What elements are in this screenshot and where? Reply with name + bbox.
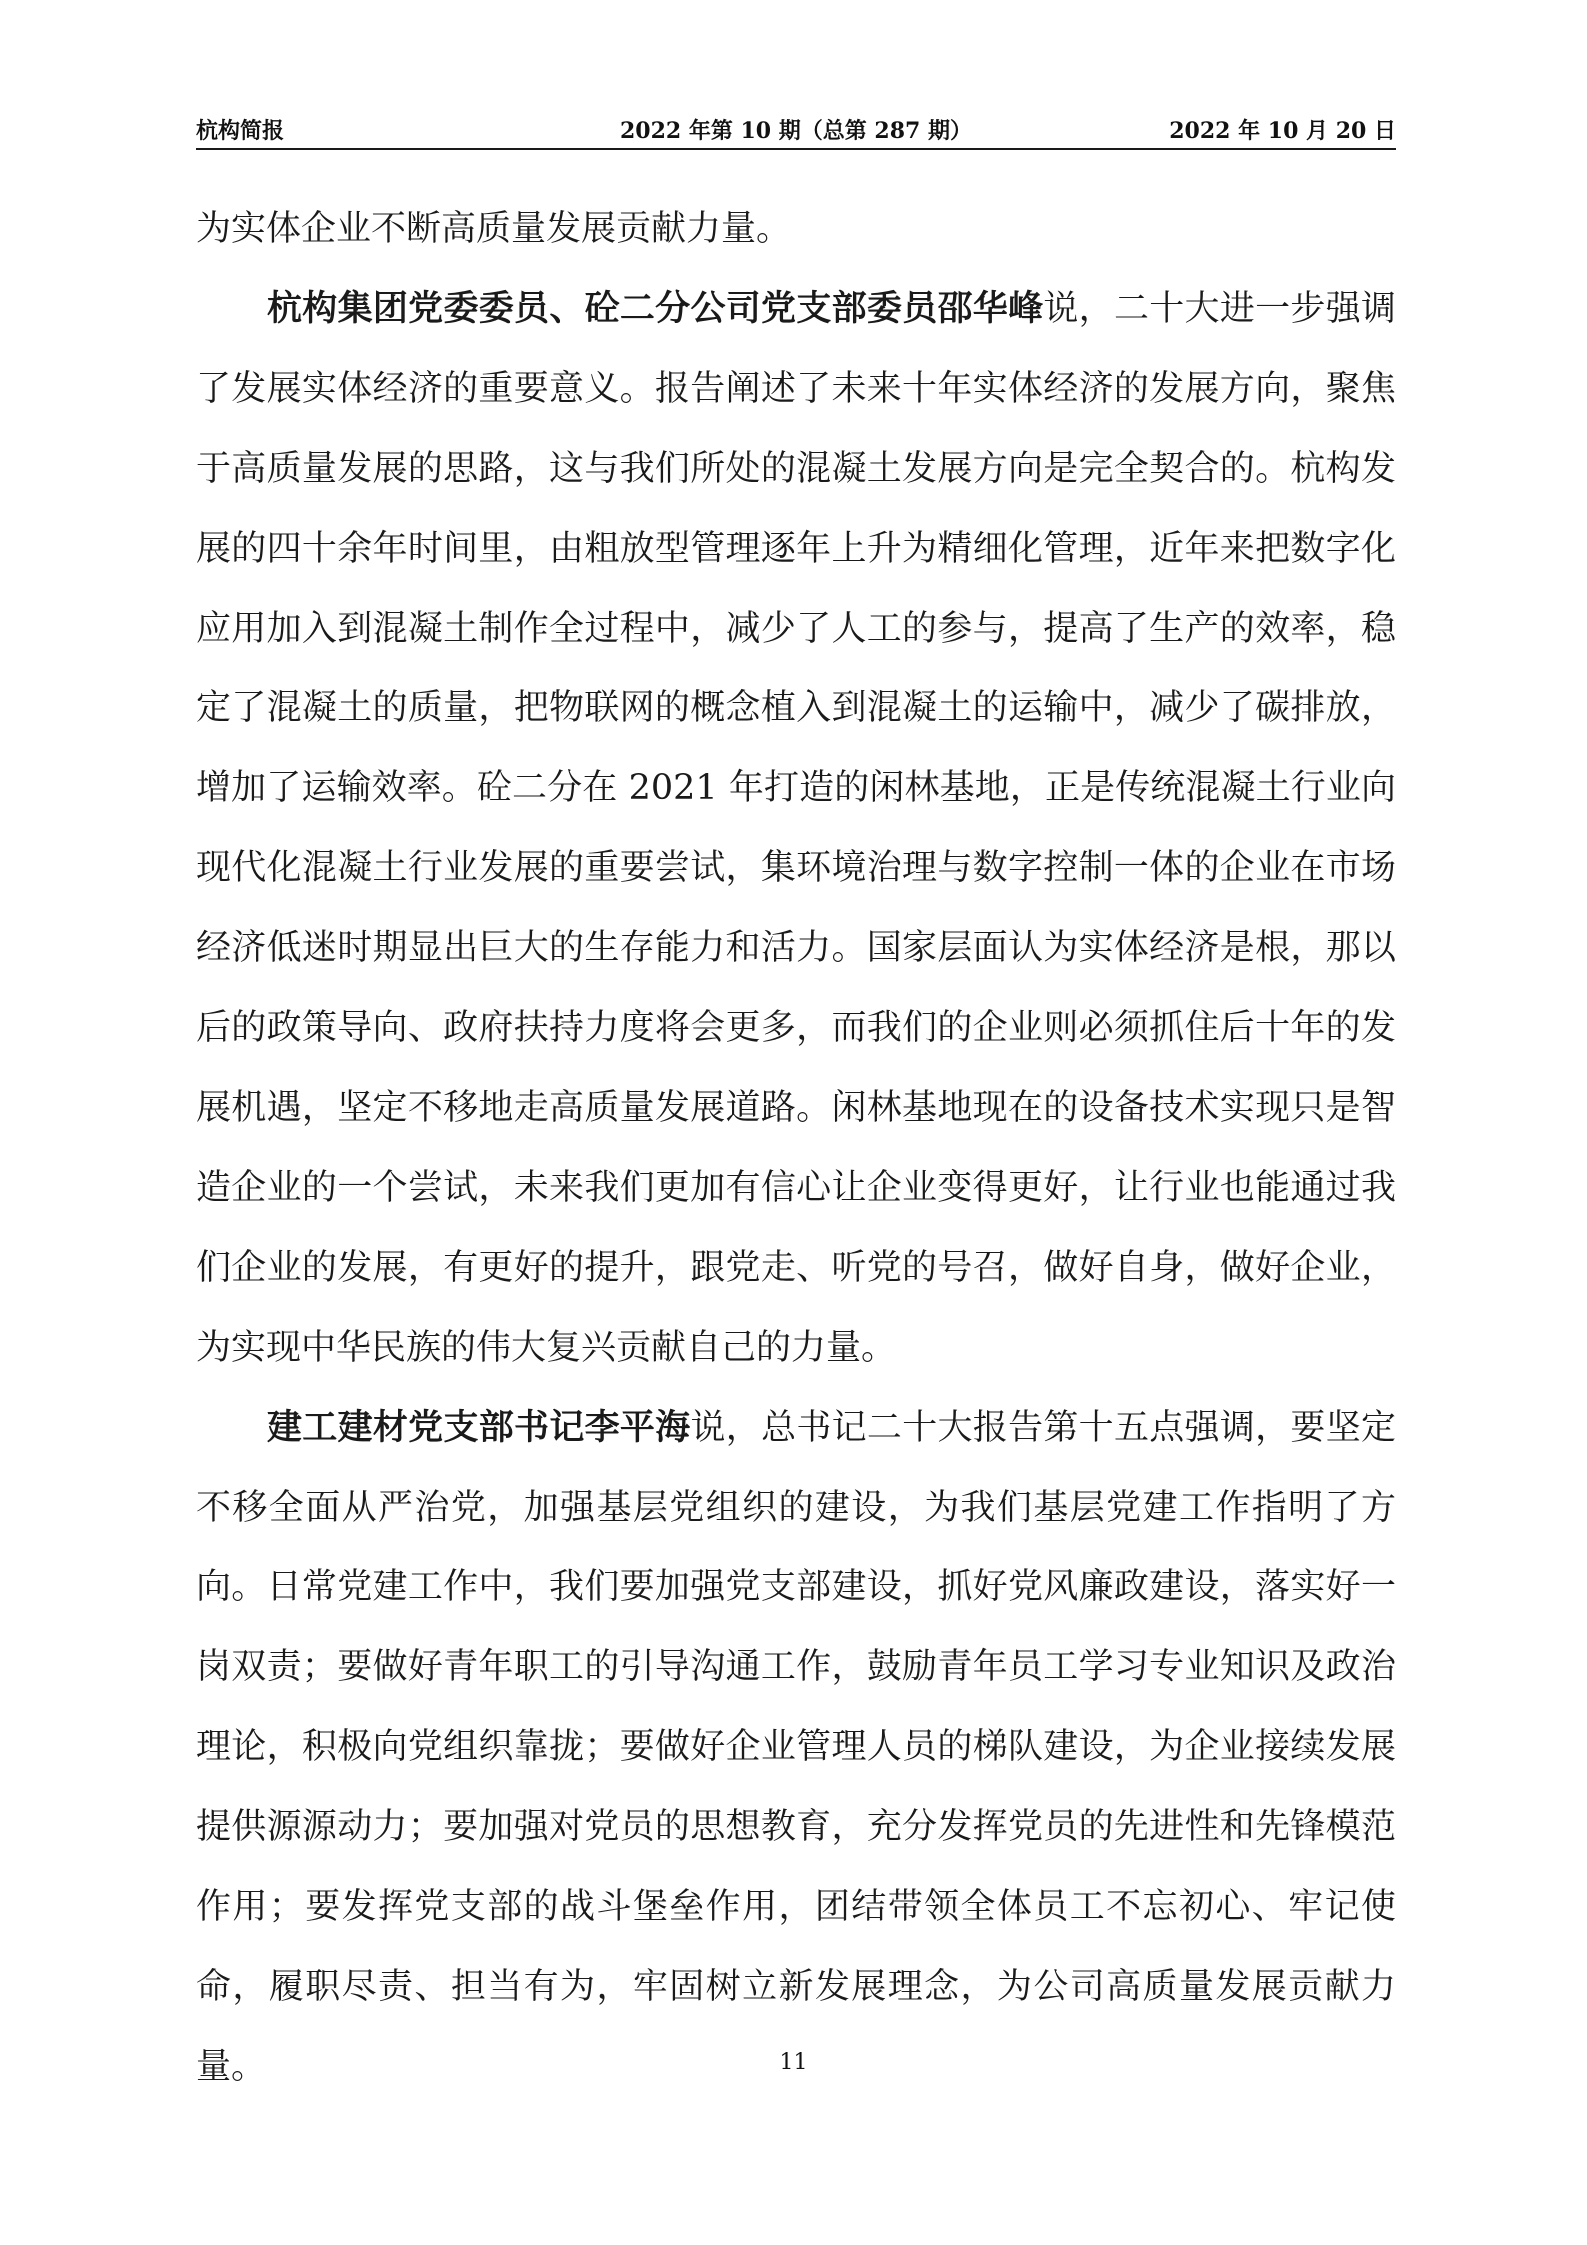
- header-issue-number: 2022 年第 10 期（总第 287 期）: [619, 118, 973, 144]
- speaker-name: 杭构集团党委委员、砼二分公司党支部委员邵华峰: [267, 288, 1044, 329]
- paragraph-shao-huafeng: [196, 270, 1396, 1389]
- header-publication-name: 杭构简报: [196, 118, 285, 144]
- paragraph-text: 说，二十大进一步强调了发展实体经济的重要意义。报告阐述了未来十年实体经济的发展方向，聚焦于高质量发展的思路，这与我们所处的混凝土发展方向是完全契合的。杭构发展的四十余年时间里，由粗放型管理逐年上升为精细化管理，近年来把数字化应用加入到混凝土制作全过程中，减少了人工的参与，提高了生产的效率，稳定了混凝土的质量，把物联网的概念植入到混凝土的运输中，减少了碳排放，增加了运输效率。砼二分在 2021 年打造的闲林基地，正是传统混凝土行业向现代化混凝土行业发展的重要尝试，集环境治理与数字控制一体的企业在市场经济低迷时期显出巨大的生存能力和活力。国家层面认为实体经济是根，那以后的政策导向、政府扶持力度将会更多，而我们的企业则必须抓住后十年的发展机遇，坚定不移地走高质量发展道路。闲林基地现在的设备技术实现只是智造企业的一个尝试，未来我们更加有信心让企业变得更好，让行业也能通过我们企业的发展，有更好的提升，跟党走、听党的号召，做好自身，做好企业，为实现中华民族的伟大复兴贡献自己的力量。: [196, 288, 1396, 1368]
- paragraph-continuation: [196, 190, 1396, 270]
- paragraph-text: 为实体企业不断高质量发展贡献力量。: [196, 209, 792, 249]
- page-number: 11: [779, 2050, 808, 2075]
- speaker-name: 建工建材党支部书记李平海: [267, 1407, 691, 1448]
- paragraph-text: 说，总书记二十大报告第十五点强调，要坚定不移全面从严治党，加强基层党组织的建设，为我们基层党建工作指明了方向。日常党建工作中，我们要加强党支部建设，抓好党风廉政建设，落实好一岗双责；要做好青年职工的引导沟通工作，鼓励青年员工学习专业知识及政治理论，积极向党组织靠拢；要做好企业管理人员的梯队建设，为企业接续发展提供源源动力；要加强对党员的思想教育，充分发挥党员的先进性和先锋模范作用；要发挥党支部的战斗堡垒作用，团结带领全体员工不忘初心、牢记使命，履职尽责、担当有为，牢固树立新发展理念，为公司高质量发展贡献力量。: [196, 1407, 1396, 2087]
- article-body: [196, 190, 1396, 2108]
- page-header: [196, 110, 1396, 146]
- header-date: 2022 年 10 月 20 日: [1169, 118, 1396, 144]
- header-divider: [196, 148, 1396, 150]
- paragraph-li-pinghai: [196, 1389, 1396, 2108]
